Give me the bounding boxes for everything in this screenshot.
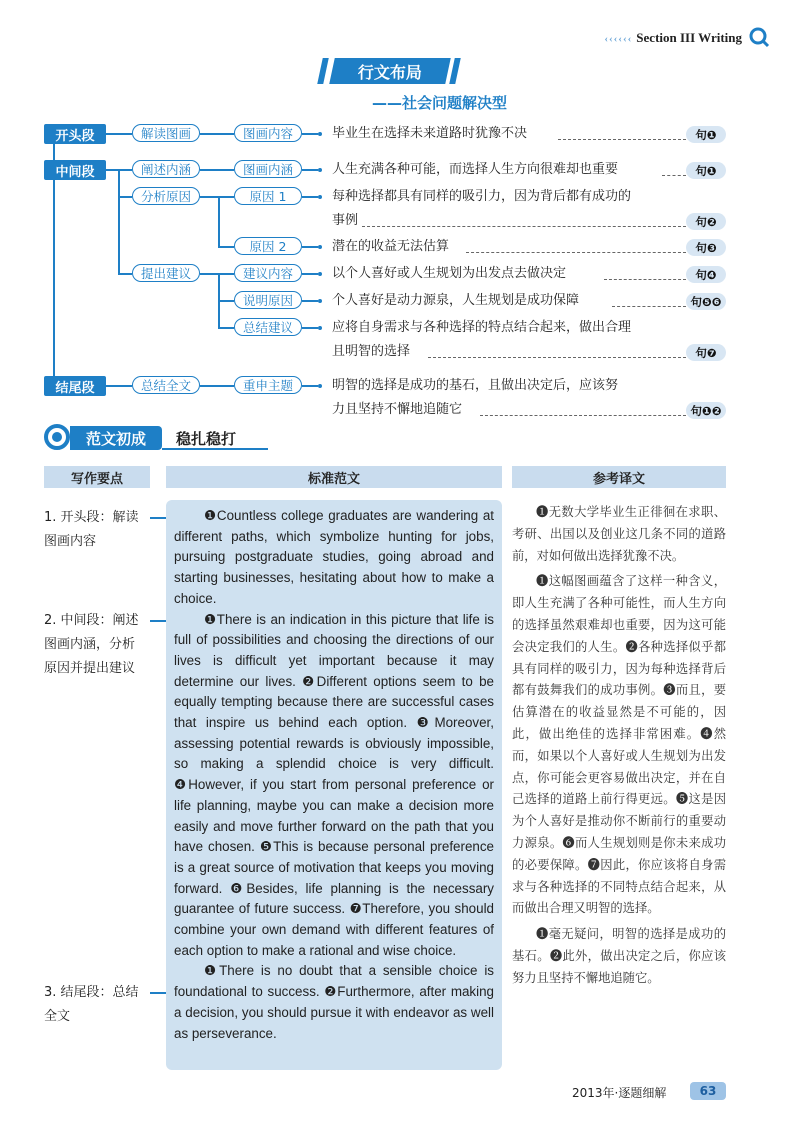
sentence-badge: 句❼ xyxy=(686,344,726,361)
footer-text: 2013年·逐题细解 xyxy=(572,1086,667,1100)
connector-line xyxy=(200,196,234,198)
pill-zongjie-quanwen: 总结全文 xyxy=(132,376,200,394)
category-opening: 开头段 xyxy=(44,124,106,144)
connector-line xyxy=(200,273,234,275)
translation-paragraph-1: ❶无数大学毕业生正徘徊在求职、考研、出国以及创业这几条不同的道路前，对如何做出选择犹豫不决。 xyxy=(512,505,726,563)
leader-dots xyxy=(362,226,686,227)
pointer-line xyxy=(302,133,318,135)
translation-paragraph-3: ❶毫无疑问，明智的选择是成功的基石。❷此外，做出决定之后，你应该努力且坚持不懈地追随它。 xyxy=(512,927,726,985)
pointer-dot xyxy=(318,245,322,249)
outline-text: 个人喜好是动力源泉，人生规划是成功保障 xyxy=(332,293,580,308)
outline-text: 每种选择都具有同样的吸引力，因为背后都有成功的 xyxy=(332,189,632,204)
outline-text: 潜在的收益无法估算 xyxy=(332,239,450,254)
pill-chanshu: 阐述内涵 xyxy=(132,160,200,178)
outline-text: 明智的选择是成功的基石，且做出决定后，应该努 xyxy=(332,378,619,393)
outline-text: 人生充满各种可能，而选择人生方向很难却也重要 xyxy=(332,162,619,177)
connector-line xyxy=(106,169,132,171)
leader-dots xyxy=(466,252,686,253)
pointer-dot xyxy=(318,272,322,276)
connector-line xyxy=(53,144,55,376)
connector-line xyxy=(218,197,220,247)
sentence-badge: 句❸ xyxy=(686,239,726,256)
magnifier-icon xyxy=(748,26,770,48)
translation-paragraph-2: ❶这幅图画蕴含了这样一种含义，即人生充满了各种可能性，而人生方向的选择虽然艰难却也重要，因为这可能会决定我们的人生。❷各种选择似乎都具有同样的吸引力，因为每种选择背后都有鼓舞我们的成功事例。❸而且，要估算潜在的收益显然是不可能的，因此，做出绝佳的选择非常困难。❹然而，如果以个人喜好或人生规划为出发点，你可能会更容易做出决定，并在自己选择的道路上前行得更远。❺这是因为个人喜好是推动你不断前行的重要动力源泉。❻而人生规划则是你未来成功的必要保障。❼因此，你应该将自身需求与各种选择的不同特点结合起来，从而做出合理又明智的选择。 xyxy=(512,574,726,916)
sentence-badge: 句❶ xyxy=(686,126,726,143)
pill-tichu: 提出建议 xyxy=(132,264,200,282)
pointer-line xyxy=(302,246,318,248)
outline-text: 事例 xyxy=(332,213,359,228)
magnifier-icon xyxy=(44,424,72,452)
connector-line xyxy=(106,133,132,135)
arrows-decoration: ‹‹‹‹‹‹ xyxy=(604,33,633,45)
pill-tuhua-neirong: 图画内容 xyxy=(234,124,302,142)
leader-dots xyxy=(604,279,686,280)
writing-point-1: 1. 开头段：解读 图画内容 xyxy=(44,510,139,549)
column-header-points: 写作要点 xyxy=(44,466,150,488)
model-essay-tag: 稳扎稳打 xyxy=(176,430,237,448)
pointer-line xyxy=(302,327,318,329)
essay-paragraph-2: ❶There is an indication in this picture that life is full of possibilities and choosing the directions of our lives is difficult yet important because it may determine our lives. ❷Different options seem to be equally tempting because there are successful cases that inspire us behind each option. ❸Moreover, assessing potential rewards is obviously impossible, so making a splendid choice is very difficult. ❹However, if you start from personal preference or life planning, maybe you can make a decision more easily and move further forward on the path that you have chosen. ❺This is because personal preference is a great source of motivation that keeps you moving forward. ❻Besides, life planning is the necessary guarantee of future success. ❼Therefore, you should combine your own demand with different features of each option to make a rational and wise choice. xyxy=(174,611,494,958)
layout-title: 行文布局 xyxy=(329,58,451,84)
pointer-dot xyxy=(318,326,322,330)
sentence-badge: 句❶ xyxy=(686,162,726,179)
pointer-dot xyxy=(318,384,322,388)
outline-text: 且明智的选择 xyxy=(332,344,411,359)
pill-shuoming: 说明原因 xyxy=(234,291,302,309)
sentence-badge: 句❶❷ xyxy=(686,402,726,419)
pointer-dot xyxy=(318,132,322,136)
connector-line xyxy=(118,273,132,275)
connector-line xyxy=(218,246,234,248)
section-header xyxy=(604,30,742,46)
section-title: Section III Writing xyxy=(636,30,742,45)
pointer-line xyxy=(302,196,318,198)
pointer-line xyxy=(302,385,318,387)
connector-line xyxy=(200,133,234,135)
pill-chongshen: 重申主题 xyxy=(234,376,302,394)
outline-text: 毕业生在选择未来道路时犹豫不决 xyxy=(332,126,528,141)
pill-yuanyin2: 原因 2 xyxy=(234,237,302,255)
pointer-dot xyxy=(318,195,322,199)
sentence-badge: 句❹ xyxy=(686,266,726,283)
essay-paragraph-1: ❶Countless college graduates are wandering at different paths, which symbolize hunting for jobs, pursuing postgraduate studies, going abroad and starting businesses, hesitating about how to make a choice. xyxy=(174,508,494,606)
page-number: 63 xyxy=(690,1082,726,1100)
sentence-badge: 句❷ xyxy=(686,213,726,230)
pointer-line xyxy=(302,300,318,302)
title-stripe xyxy=(449,58,461,84)
outline-text: 应将自身需求与各种选择的特点结合起来，做出合理 xyxy=(332,320,632,335)
pointer-dot xyxy=(318,299,322,303)
pill-jianyi-neirong: 建议内容 xyxy=(234,264,302,282)
connector-line xyxy=(200,169,234,171)
title-stripe xyxy=(317,58,329,84)
connector-line xyxy=(106,385,132,387)
column-header-essay: 标准范文 xyxy=(166,466,502,488)
leader-dots xyxy=(558,139,686,140)
layout-subtitle: ——社会问题解决型 xyxy=(372,94,508,112)
writing-point-2: 2. 中间段：阐述 图画内涵，分析 原因并提出建议 xyxy=(44,613,139,676)
outline-text: 以个人喜好或人生规划为出发点去做决定 xyxy=(332,266,567,281)
column-header-translation: 参考译文 xyxy=(512,466,726,488)
pill-tuhua-neihan: 图画内涵 xyxy=(234,160,302,178)
translation xyxy=(512,502,726,994)
model-essay-label: 范文初成 xyxy=(70,426,162,450)
pill-yuanyin1: 原因 1 xyxy=(234,187,302,205)
connector-line xyxy=(200,385,234,387)
connector-line xyxy=(118,196,132,198)
category-ending: 结尾段 xyxy=(44,376,106,396)
pointer-line xyxy=(302,169,318,171)
sentence-badge: 句❺❻ xyxy=(686,293,726,310)
pill-zongjie-jianyi: 总结建议 xyxy=(234,318,302,336)
leader-dots xyxy=(662,175,686,176)
leader-dots xyxy=(428,357,686,358)
connector-line xyxy=(218,300,234,302)
pill-fenxi: 分析原因 xyxy=(132,187,200,205)
writing-point-3: 3. 结尾段：总结 全文 xyxy=(44,985,139,1024)
category-middle: 中间段 xyxy=(44,160,106,180)
model-essay xyxy=(174,506,494,1044)
leader-dots xyxy=(612,306,686,307)
pointer-dot xyxy=(318,168,322,172)
pill-jiedu: 解读图画 xyxy=(132,124,200,142)
connector-line xyxy=(118,170,120,275)
outline-text: 力且坚持不懈地追随它 xyxy=(332,402,463,417)
pointer-line xyxy=(302,273,318,275)
connector-line xyxy=(218,327,234,329)
leader-dots xyxy=(480,415,686,416)
essay-paragraph-3: ❶There is no doubt that a sensible choice is foundational to success. ❷Furthermore, after making a decision, you should pursue it with endeavor as well as perseverance. xyxy=(174,963,494,1041)
underline xyxy=(162,448,268,450)
